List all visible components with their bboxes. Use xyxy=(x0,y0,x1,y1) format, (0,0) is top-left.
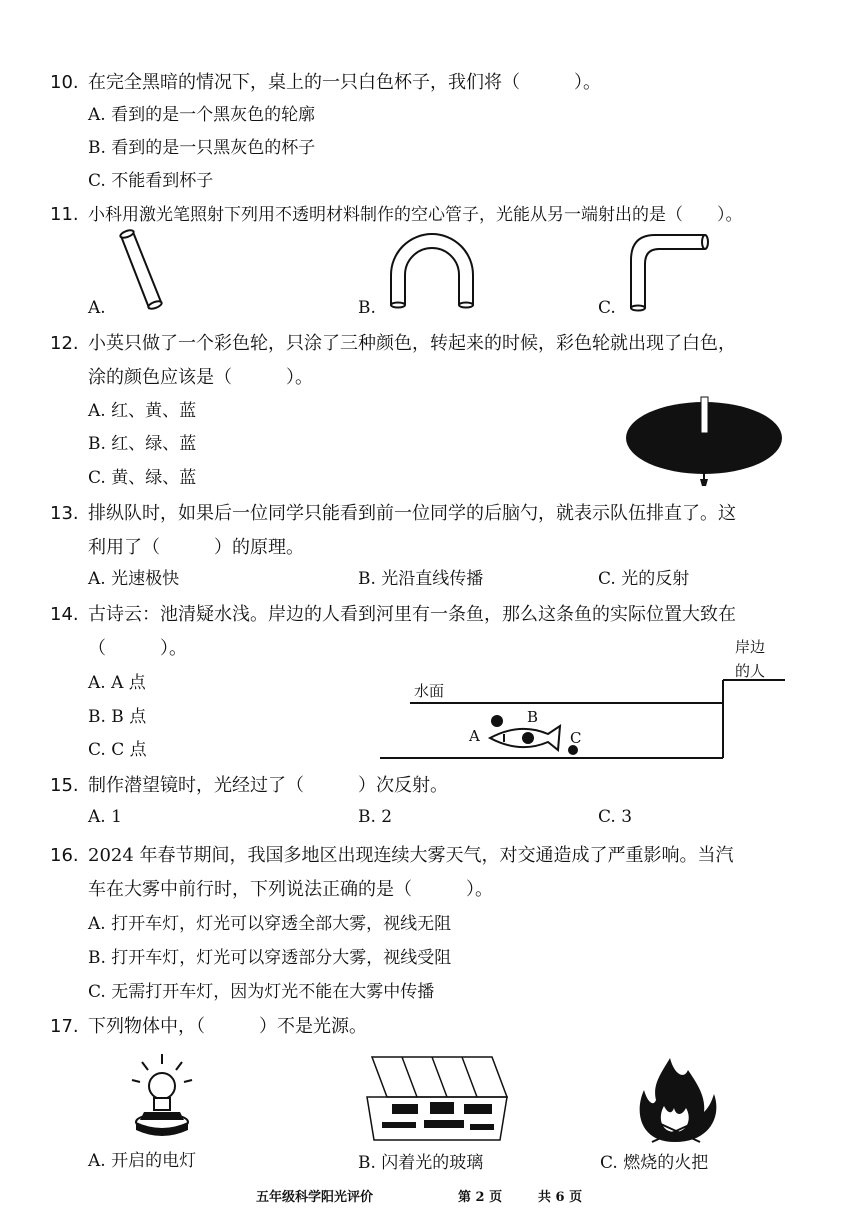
straight-tube-figure xyxy=(115,228,165,313)
q13-option-a[interactable]: A. 光速极快 xyxy=(88,569,180,589)
water-surface-label: 水面 xyxy=(414,682,445,700)
lamp-icon xyxy=(128,1052,198,1142)
q12-option-c[interactable]: C. 黄、绿、蓝 xyxy=(88,468,197,488)
q14-option-a[interactable]: A. A 点 xyxy=(88,673,146,693)
fire-icon xyxy=(630,1050,720,1146)
q12-stem-line1: 小英只做了一个彩色轮，只涂了三种颜色，转起来的时候，彩色轮就出现了白色， xyxy=(88,333,736,354)
q16-option-a[interactable]: A. 打开车灯，灯光可以穿透全部大雾，视线无阻 xyxy=(88,914,452,934)
q16-option-c[interactable]: C. 无需打开车灯，因为灯光不能在大雾中传播 xyxy=(88,982,435,1002)
q10-option-a[interactable]: A. 看到的是一个黑灰色的轮廓 xyxy=(88,105,316,125)
q16-stem-line1: 2024 年春节期间，我国多地区出现连续大雾天气，对交通造成了严重影响。当汽 xyxy=(88,845,734,866)
q17-option-b[interactable]: B. 闪着光的玻璃 xyxy=(358,1153,484,1173)
q17-stem: 下列物体中，（ ）不是光源。 xyxy=(88,1016,367,1037)
point-b-label: B xyxy=(527,708,539,726)
bent-tube-figure xyxy=(625,230,715,315)
q13-option-c[interactable]: C. 光的反射 xyxy=(598,569,690,589)
q14-stem-line2: （ ）。 xyxy=(88,638,187,659)
shore-label-line1: 岸边 xyxy=(735,638,766,656)
q10-stem: 在完全黑暗的情况下，桌上的一只白色杯子，我们将（ ）。 xyxy=(88,72,601,93)
footer-title: 五年级科学阳光评价 xyxy=(256,1190,374,1205)
q12-stem-line2: 涂的颜色应该是（ ）。 xyxy=(88,367,313,388)
shore-label-line2: 的人 xyxy=(735,662,766,680)
q17-option-a[interactable]: A. 开启的电灯 xyxy=(88,1151,197,1171)
q13-number: 13. xyxy=(50,503,79,524)
q11-option-b[interactable]: B. xyxy=(358,298,376,318)
footer-page-number: 第 2 页 xyxy=(458,1190,503,1205)
q13-stem-line1: 排纵队时，如果后一位同学只能看到前一位同学的后脑勺，就表示队伍排直了。这 xyxy=(88,503,736,524)
glass-figure xyxy=(362,1052,512,1144)
q17-option-c[interactable]: C. 燃烧的火把 xyxy=(600,1153,709,1173)
point-c-label: C xyxy=(570,729,582,747)
point-a-label: A xyxy=(469,727,480,745)
q16-option-b[interactable]: B. 打开车灯，灯光可以穿透部分大雾，视线受阻 xyxy=(88,948,452,968)
q13-stem-line2: 利用了（ ）的原理。 xyxy=(88,537,304,558)
q12-option-a[interactable]: A. 红、黄、蓝 xyxy=(88,401,197,421)
q13-option-b[interactable]: B. 光沿直线传播 xyxy=(358,569,484,589)
q12-option-b[interactable]: B. 红、绿、蓝 xyxy=(88,434,197,454)
q11-stem: 小科用激光笔照射下列用不透明材料制作的空心管子，光能从另一端射出的是（ ）。 xyxy=(88,205,743,225)
q12-number: 12. xyxy=(50,333,79,354)
q14-option-b[interactable]: B. B 点 xyxy=(88,707,147,727)
q16-number: 16. xyxy=(50,845,79,866)
q15-option-c[interactable]: C. 3 xyxy=(598,807,633,827)
q10-number: 10. xyxy=(50,72,79,93)
q15-option-a[interactable]: A. 1 xyxy=(88,807,122,827)
q14-stem-line1: 古诗云：池清疑水浅。岸边的人看到河里有一条鱼，那么这条鱼的实际位置大致在 xyxy=(88,604,736,625)
arch-tube-figure xyxy=(385,230,480,310)
q15-stem: 制作潜望镜时，光经过了（ ）次反射。 xyxy=(88,775,448,796)
q15-option-b[interactable]: B. 2 xyxy=(358,807,393,827)
color-wheel-figure xyxy=(624,393,786,488)
q16-stem-line2: 车在大雾中前行时，下列说法正确的是（ ）。 xyxy=(88,879,493,900)
q11-option-c[interactable]: C. xyxy=(598,298,616,318)
q14-number: 14. xyxy=(50,604,79,625)
q11-number: 11. xyxy=(50,204,79,225)
q11-option-a[interactable]: A. xyxy=(88,298,106,318)
q10-option-c[interactable]: C. 不能看到杯子 xyxy=(88,171,214,191)
q10-option-b[interactable]: B. 看到的是一只黑灰色的杯子 xyxy=(88,138,316,158)
q15-number: 15. xyxy=(50,775,79,796)
footer-total-pages: 共 6 页 xyxy=(538,1190,583,1205)
q14-option-c[interactable]: C. C 点 xyxy=(88,740,147,760)
q17-number: 17. xyxy=(50,1016,79,1037)
